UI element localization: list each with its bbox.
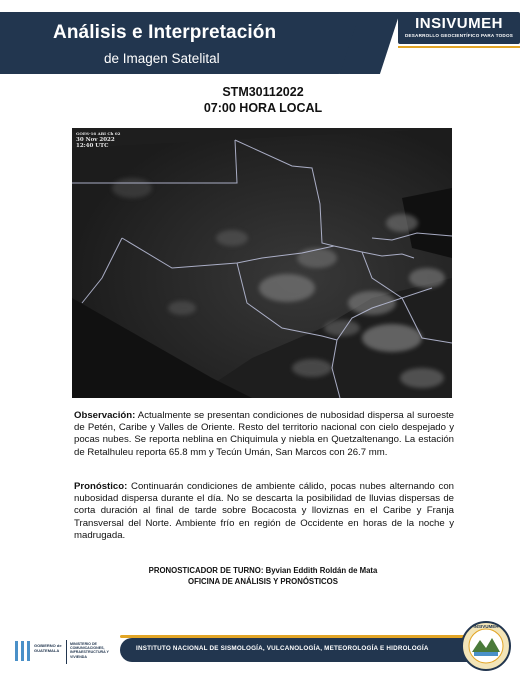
- satellite-map: [72, 128, 452, 398]
- office-name: OFICINA DE ANÁLISIS Y PRONÓSTICOS: [188, 577, 338, 586]
- report-time: 07:00 HORA LOCAL: [203, 101, 323, 115]
- observation-paragraph: [74, 410, 454, 459]
- page-header: [0, 0, 526, 80]
- observation-text: Actualmente se presentan condiciones de nubosidad dispersa al suroeste de Petén, Caribe y Valles de Oriente. Resto del territorio nacional con cielo despejado y pocas nubes. Se reporta neblina en Chiquimula y niebla en Quetzaltenango. La estación de Retalhuleu reporta 65.8 mm y Tecún Umán, San Marcos con 26.7 mm.: [74, 410, 454, 458]
- satellite-time: 12:40 UTC: [76, 143, 109, 149]
- gov-logo: [14, 640, 124, 664]
- seal-label: INSIVUMEH: [473, 624, 499, 629]
- footer-divider: [66, 640, 67, 664]
- brand-underline: [398, 46, 520, 48]
- observation-label: Observación:: [74, 410, 136, 421]
- gov-label: GOBIERNO de GUATEMALA: [34, 643, 62, 653]
- signature-block: [0, 565, 526, 587]
- brand-name: INSIVUMEH: [415, 15, 503, 32]
- ministry-label: MINISTERIO DE COMUNICACIONES, INFRAESTRUCTURA Y VIVIENDA: [70, 642, 109, 659]
- satellite-date: 30 Nov 2022: [76, 137, 115, 143]
- forecast-label: Pronóstico:: [74, 481, 128, 492]
- page-subtitle: de Imagen Satelital: [104, 51, 220, 66]
- forecast-text: Continuarán condiciones de ambiente cálido, pocas nubes alternando con nubosidad dispersa durante el día. No se descarta la posibilidad de lluvias dispersas de corta duración al final de tarde sobre Bocacosta y lloviznas en el Caribe y Franja Transversal del Norte. Ambiente frío en región de Occidente en horas de la noche y madrugada.: [74, 481, 454, 541]
- report-id: STM30112022: [222, 85, 304, 99]
- forecast-paragraph: [74, 481, 454, 542]
- institute-name: INSTITUTO NACIONAL DE SISMOLOGÍA, VULCANOLOGÍA, METEOROLOGÍA E HIDROLOGÍA: [136, 645, 429, 652]
- brand-logo: [398, 12, 520, 44]
- report-heading: [0, 84, 526, 116]
- brand-tagline: DESARROLLO GEOCIENTÍFICO PARA TODOS: [405, 33, 513, 38]
- footer-band: [120, 638, 470, 662]
- insivumeh-seal: [456, 620, 516, 672]
- gov-emblem-icon: [14, 640, 32, 662]
- page-title: Análisis e Interpretación: [53, 22, 277, 43]
- satellite-label: GOES-16 ABI Ch 02: [76, 131, 121, 136]
- forecaster-name: PRONOSTICADOR DE TURNO: Byvian Eddith Roldán de Mata: [148, 566, 378, 575]
- satellite-image: [72, 128, 452, 398]
